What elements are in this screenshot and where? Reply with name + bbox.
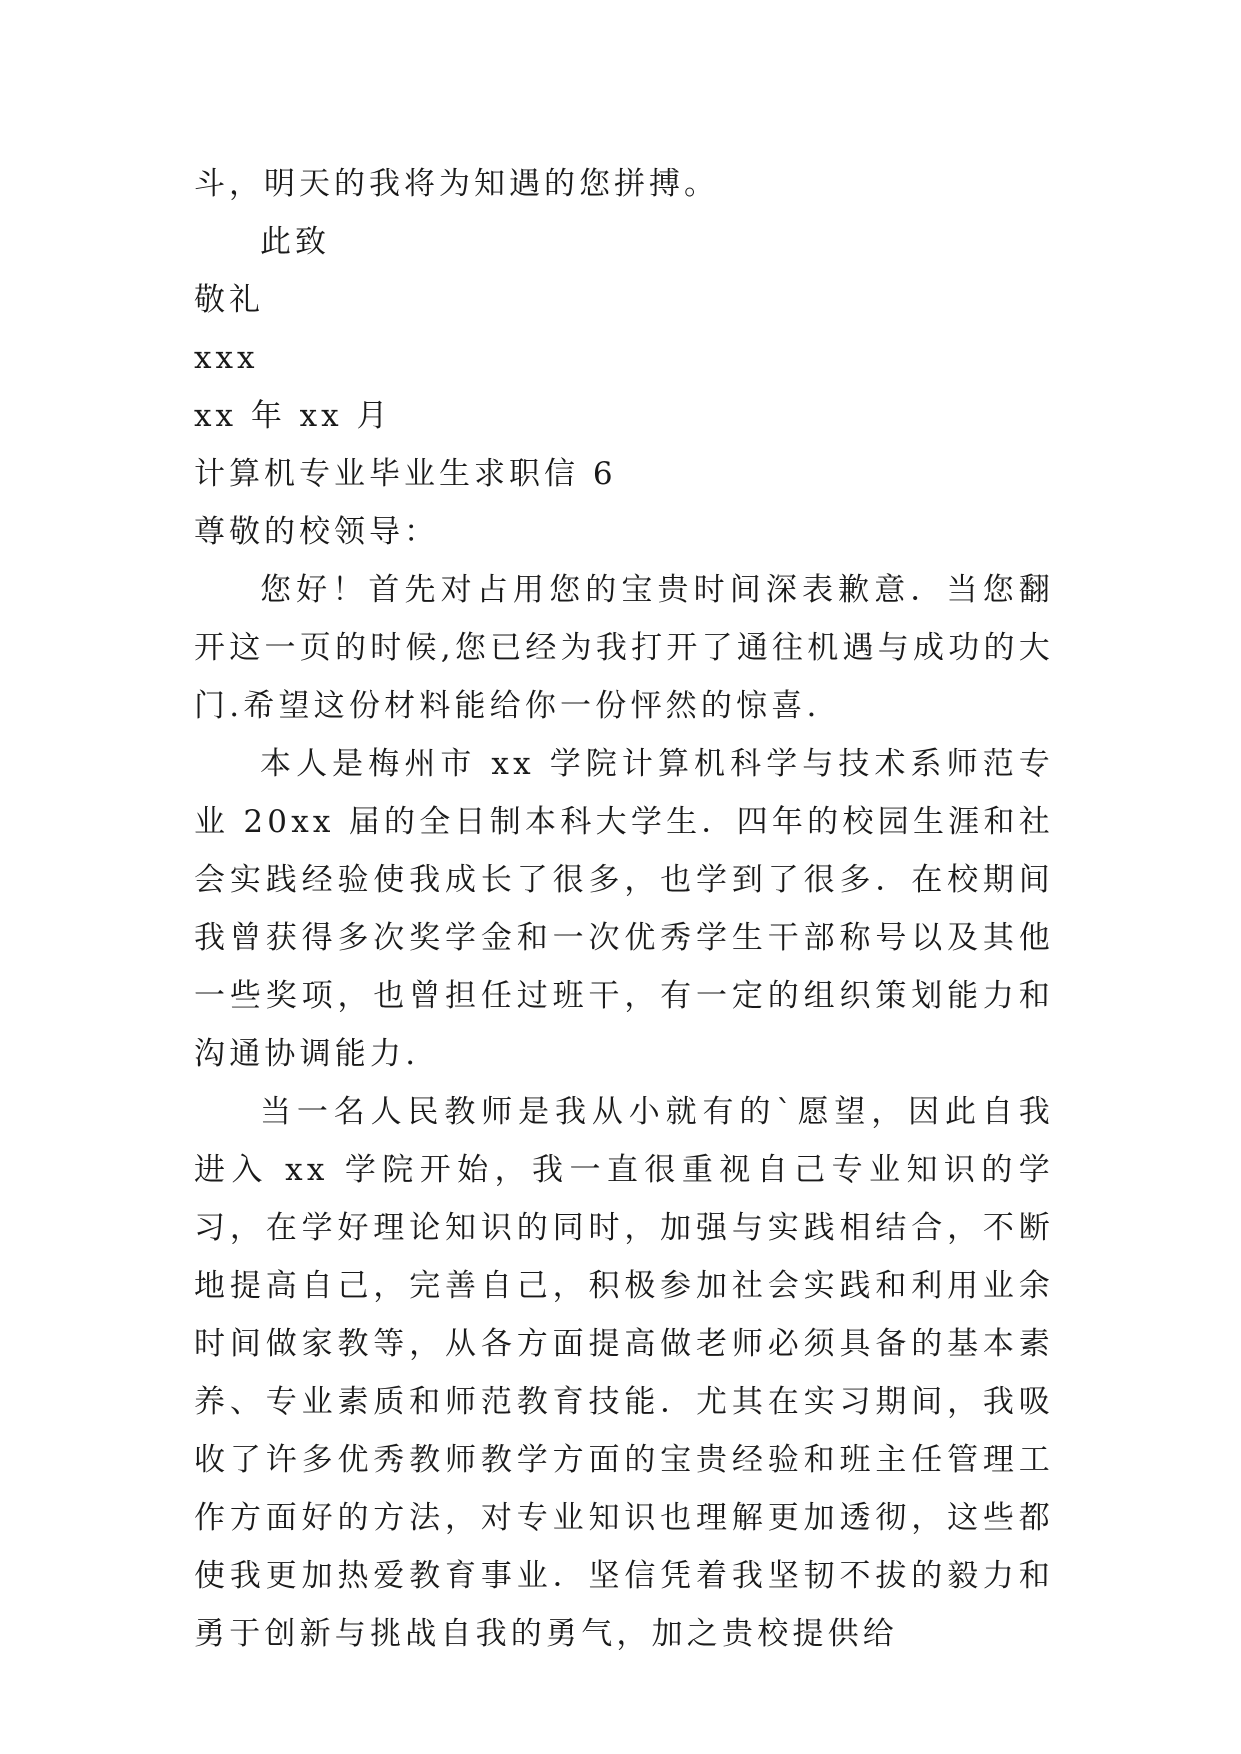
paragraph: 当一名人民教师是我从小就有的`愿望，因此自我进入 xx 学院开始，我一直很重视自己专业知识的学习，在学好理论知识的同时，加强与实践相结合，不断地提高自己，完善自己，积极参加社会实践和利用业余时间做家教等，从各方面提高做老师必须具备的基本素养、专业素质和师范教育技能．尤其在实习期间，我吸收了许多优秀教师教学方面的宝贵经验和班主任管理工作方面好的方法，对专业知识也理解更加透彻，这些都使我更加热爱教育事业．坚信凭着我坚韧不拔的毅力和勇于创新与挑战自我的勇气，加之贵校提供给 bbox=[194, 1094, 1054, 1652]
salute-line-2: 敬礼 bbox=[194, 282, 264, 318]
section-title: 计算机专业毕业生求职信 6 bbox=[194, 456, 617, 492]
date: xx 年 xx 月 bbox=[194, 398, 392, 434]
paragraph: 本人是梅州市 xx 学院计算机科学与技术系师范专业 20xx 届的全日制本科大学生．四年的校园生涯和社会实践经验使我成长了很多，也学到了很多．在校期间我曾获得多次奖学金和一次优秀学生干部称号以及其他一些奖项，也曾担任过班干，有一定的组织策划能力和沟通协调能力. bbox=[194, 746, 1054, 1072]
greeting: 尊敬的校领导： bbox=[194, 514, 439, 550]
salute-line-1: 此致 bbox=[260, 224, 330, 260]
letter-body bbox=[194, 155, 1054, 1663]
paragraph: 您好！首先对占用您的宝贵时间深表歉意．当您翻开这一页的时候,您已经为我打开了通往机遇与成功的大门.希望这份材料能给你一份怦然的惊喜. bbox=[194, 572, 1054, 724]
signature: xxx bbox=[194, 340, 259, 376]
closing-line: 斗，明天的我将为知遇的您拼搏。 bbox=[194, 166, 719, 202]
